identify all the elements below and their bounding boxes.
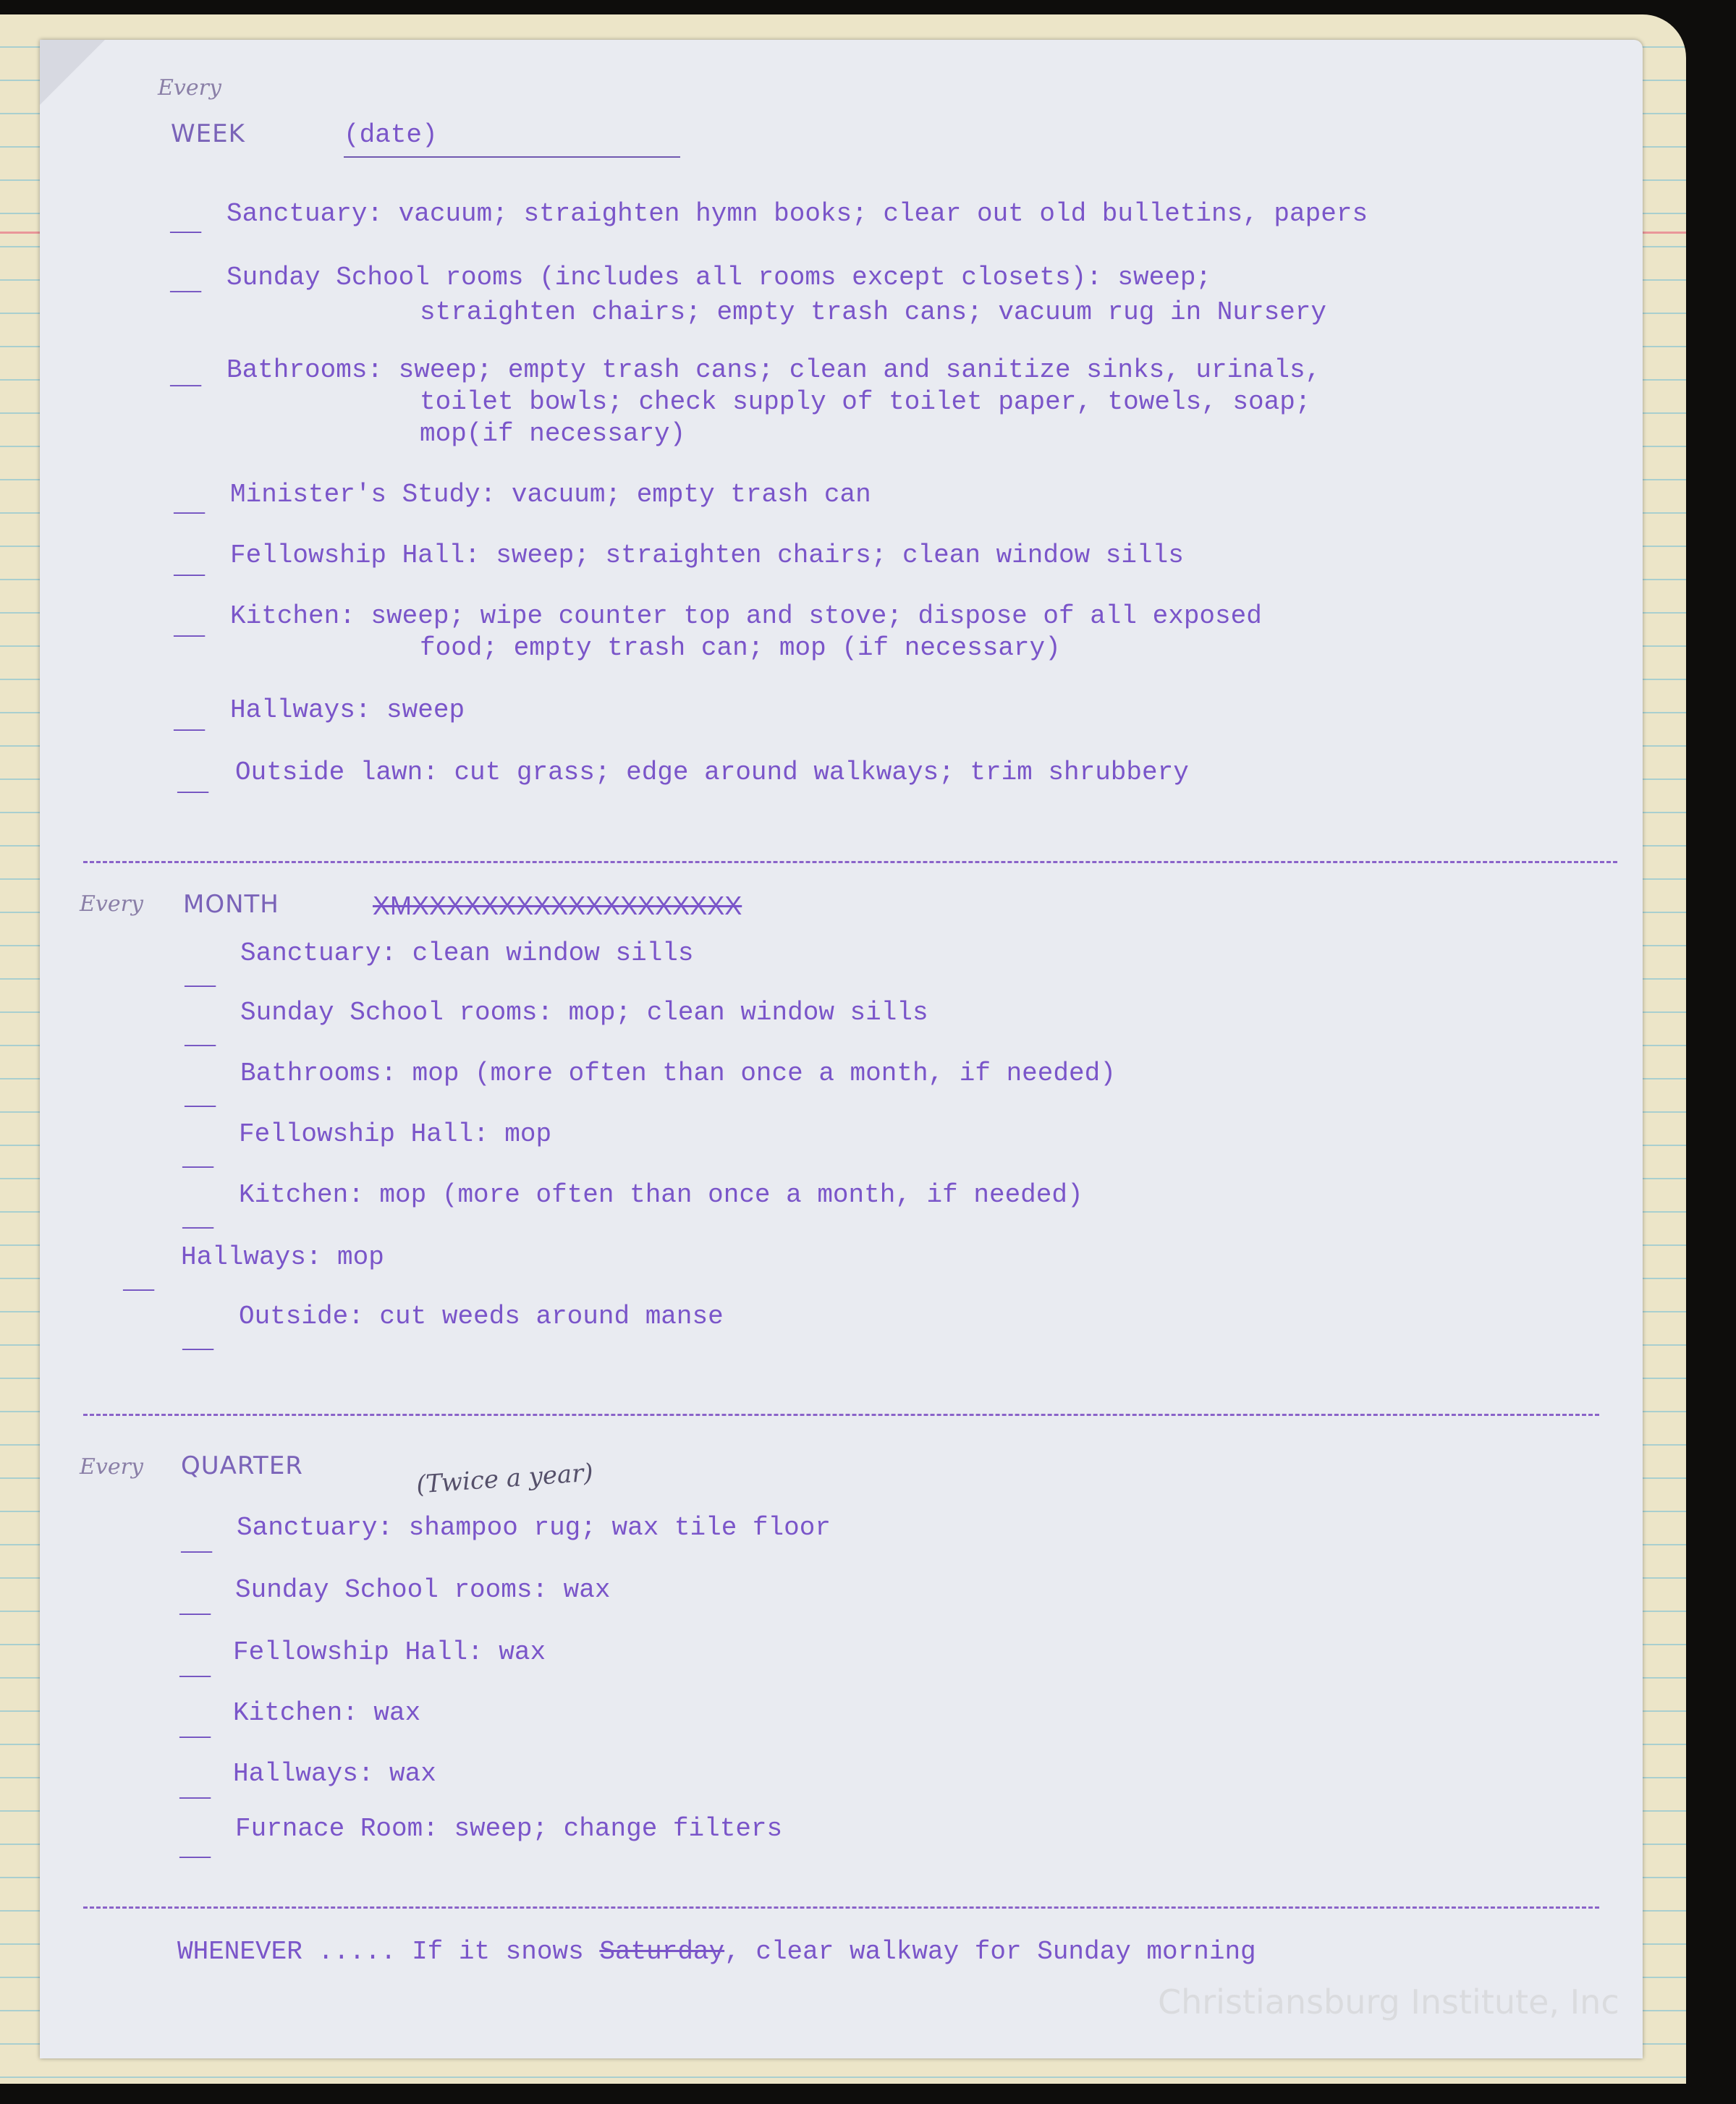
week-task-sunday-school-cont: straighten chairs; empty trash cans; vacuum rug in Nursery [420,297,1327,327]
watermark: Christiansburg Institute, Inc [1158,1982,1619,2022]
month-struck-text: XMXXXXXXXXXXXXXXXXXXX [373,891,742,920]
week-task-hallways: Hallways: sweep [230,695,465,725]
whenever-struck-word: Saturday [599,1937,725,1967]
month-task-checkbox[interactable]: __ [182,1204,214,1234]
week-task-checkbox[interactable]: __ [177,768,209,798]
sheet-folded-corner [40,40,105,105]
quarter-every-handwritten: Every [80,1454,143,1480]
quarter-task-hallways: Hallways: wax [233,1759,436,1789]
week-task-sanctuary: Sanctuary: vacuum; straighten hymn books; clear out old bulletins, papers [226,199,1368,229]
month-task-outside: Outside: cut weeds around manse [239,1302,724,1331]
quarter-task-checkbox[interactable]: __ [181,1528,213,1558]
month-task-checkbox[interactable]: __ [185,1022,216,1051]
week-task-bathrooms-cont: toilet bowls; check supply of toilet paper, towels, soap; [420,387,1311,417]
month-task-checkbox[interactable]: __ [123,1266,155,1296]
week-task-kitchen: Kitchen: sweep; wipe counter top and stove; dispose of all exposed [230,601,1262,631]
week-task-outside-lawn: Outside lawn: cut grass; edge around walkways; trim shrubbery [235,758,1189,787]
month-task-sunday-school: Sunday School rooms: mop; clean window sills [240,998,928,1027]
quarter-handwritten-note: (Twice a year) [415,1458,594,1500]
quarter-task-sanctuary: Sanctuary: shampoo rug; wax tile floor [237,1513,831,1543]
week-task-bathrooms: Bathrooms: sweep; empty trash cans; clean and sanitize sinks, urinals, [226,355,1321,385]
quarter-task-checkbox[interactable]: __ [179,1590,211,1620]
quarter-task-checkbox[interactable]: __ [179,1653,211,1682]
quarter-heading: QUARTER [181,1451,303,1480]
week-task-checkbox[interactable]: __ [170,268,202,297]
week-task-checkbox[interactable]: __ [174,706,206,736]
quarter-section-divider [83,1906,1599,1909]
quarter-task-checkbox[interactable]: __ [179,1833,211,1863]
week-task-checkbox[interactable]: __ [174,489,206,519]
month-task-checkbox[interactable]: __ [185,1082,216,1112]
quarter-task-furnace-room: Furnace Room: sweep; change filters [235,1814,783,1844]
week-every-handwritten: Every [158,75,221,101]
month-task-hallways: Hallways: mop [181,1242,384,1272]
week-heading: WEEK [171,119,245,148]
month-task-fellowship-hall: Fellowship Hall: mop [239,1119,552,1149]
quarter-task-kitchen: Kitchen: wax [233,1698,421,1728]
week-task-fellowship-hall: Fellowship Hall: sweep; straighten chairs; clean window sills [230,540,1184,570]
week-task-ministers-study: Minister's Study: vacuum; empty trash can [230,480,871,509]
whenever-line [177,1936,1256,1968]
quarter-task-checkbox[interactable]: __ [179,1774,211,1804]
week-task-kitchen-cont: food; empty trash can; mop (if necessary) [420,633,1061,663]
typed-sheet [40,40,1643,2058]
week-task-bathrooms-cont2: mop(if necessary) [420,419,686,449]
week-section-divider [83,861,1617,863]
month-task-kitchen: Kitchen: mop (more often than once a month, if needed) [239,1180,1083,1210]
whenever-heading: WHENEVER ..... [177,1937,397,1967]
month-task-bathrooms: Bathrooms: mop (more often than once a month, if needed) [240,1059,1116,1088]
week-task-checkbox[interactable]: __ [174,551,206,581]
month-task-checkbox[interactable]: __ [182,1325,214,1355]
week-task-checkbox[interactable]: __ [174,612,206,642]
quarter-task-sunday-school: Sunday School rooms: wax [235,1575,611,1605]
quarter-task-checkbox[interactable]: __ [179,1713,211,1743]
whenever-text-before: If it snows [412,1937,584,1967]
week-task-checkbox[interactable]: __ [170,208,202,238]
week-date-label: (date) [344,120,438,150]
month-task-sanctuary: Sanctuary: clean window sills [240,938,694,968]
whenever-text-after: , clear walkway for Sunday morning [724,1937,1256,1967]
month-task-checkbox[interactable]: __ [185,962,216,992]
week-date-underline [344,156,680,158]
month-every-handwritten: Every [80,891,143,917]
month-task-checkbox[interactable]: __ [182,1143,214,1173]
week-task-checkbox[interactable]: __ [170,362,202,391]
week-task-sunday-school: Sunday School rooms (includes all rooms except closets): sweep; [226,263,1212,292]
month-heading: MONTH [183,890,279,919]
month-section-divider [83,1414,1599,1416]
quarter-task-fellowship-hall: Fellowship Hall: wax [233,1637,546,1667]
